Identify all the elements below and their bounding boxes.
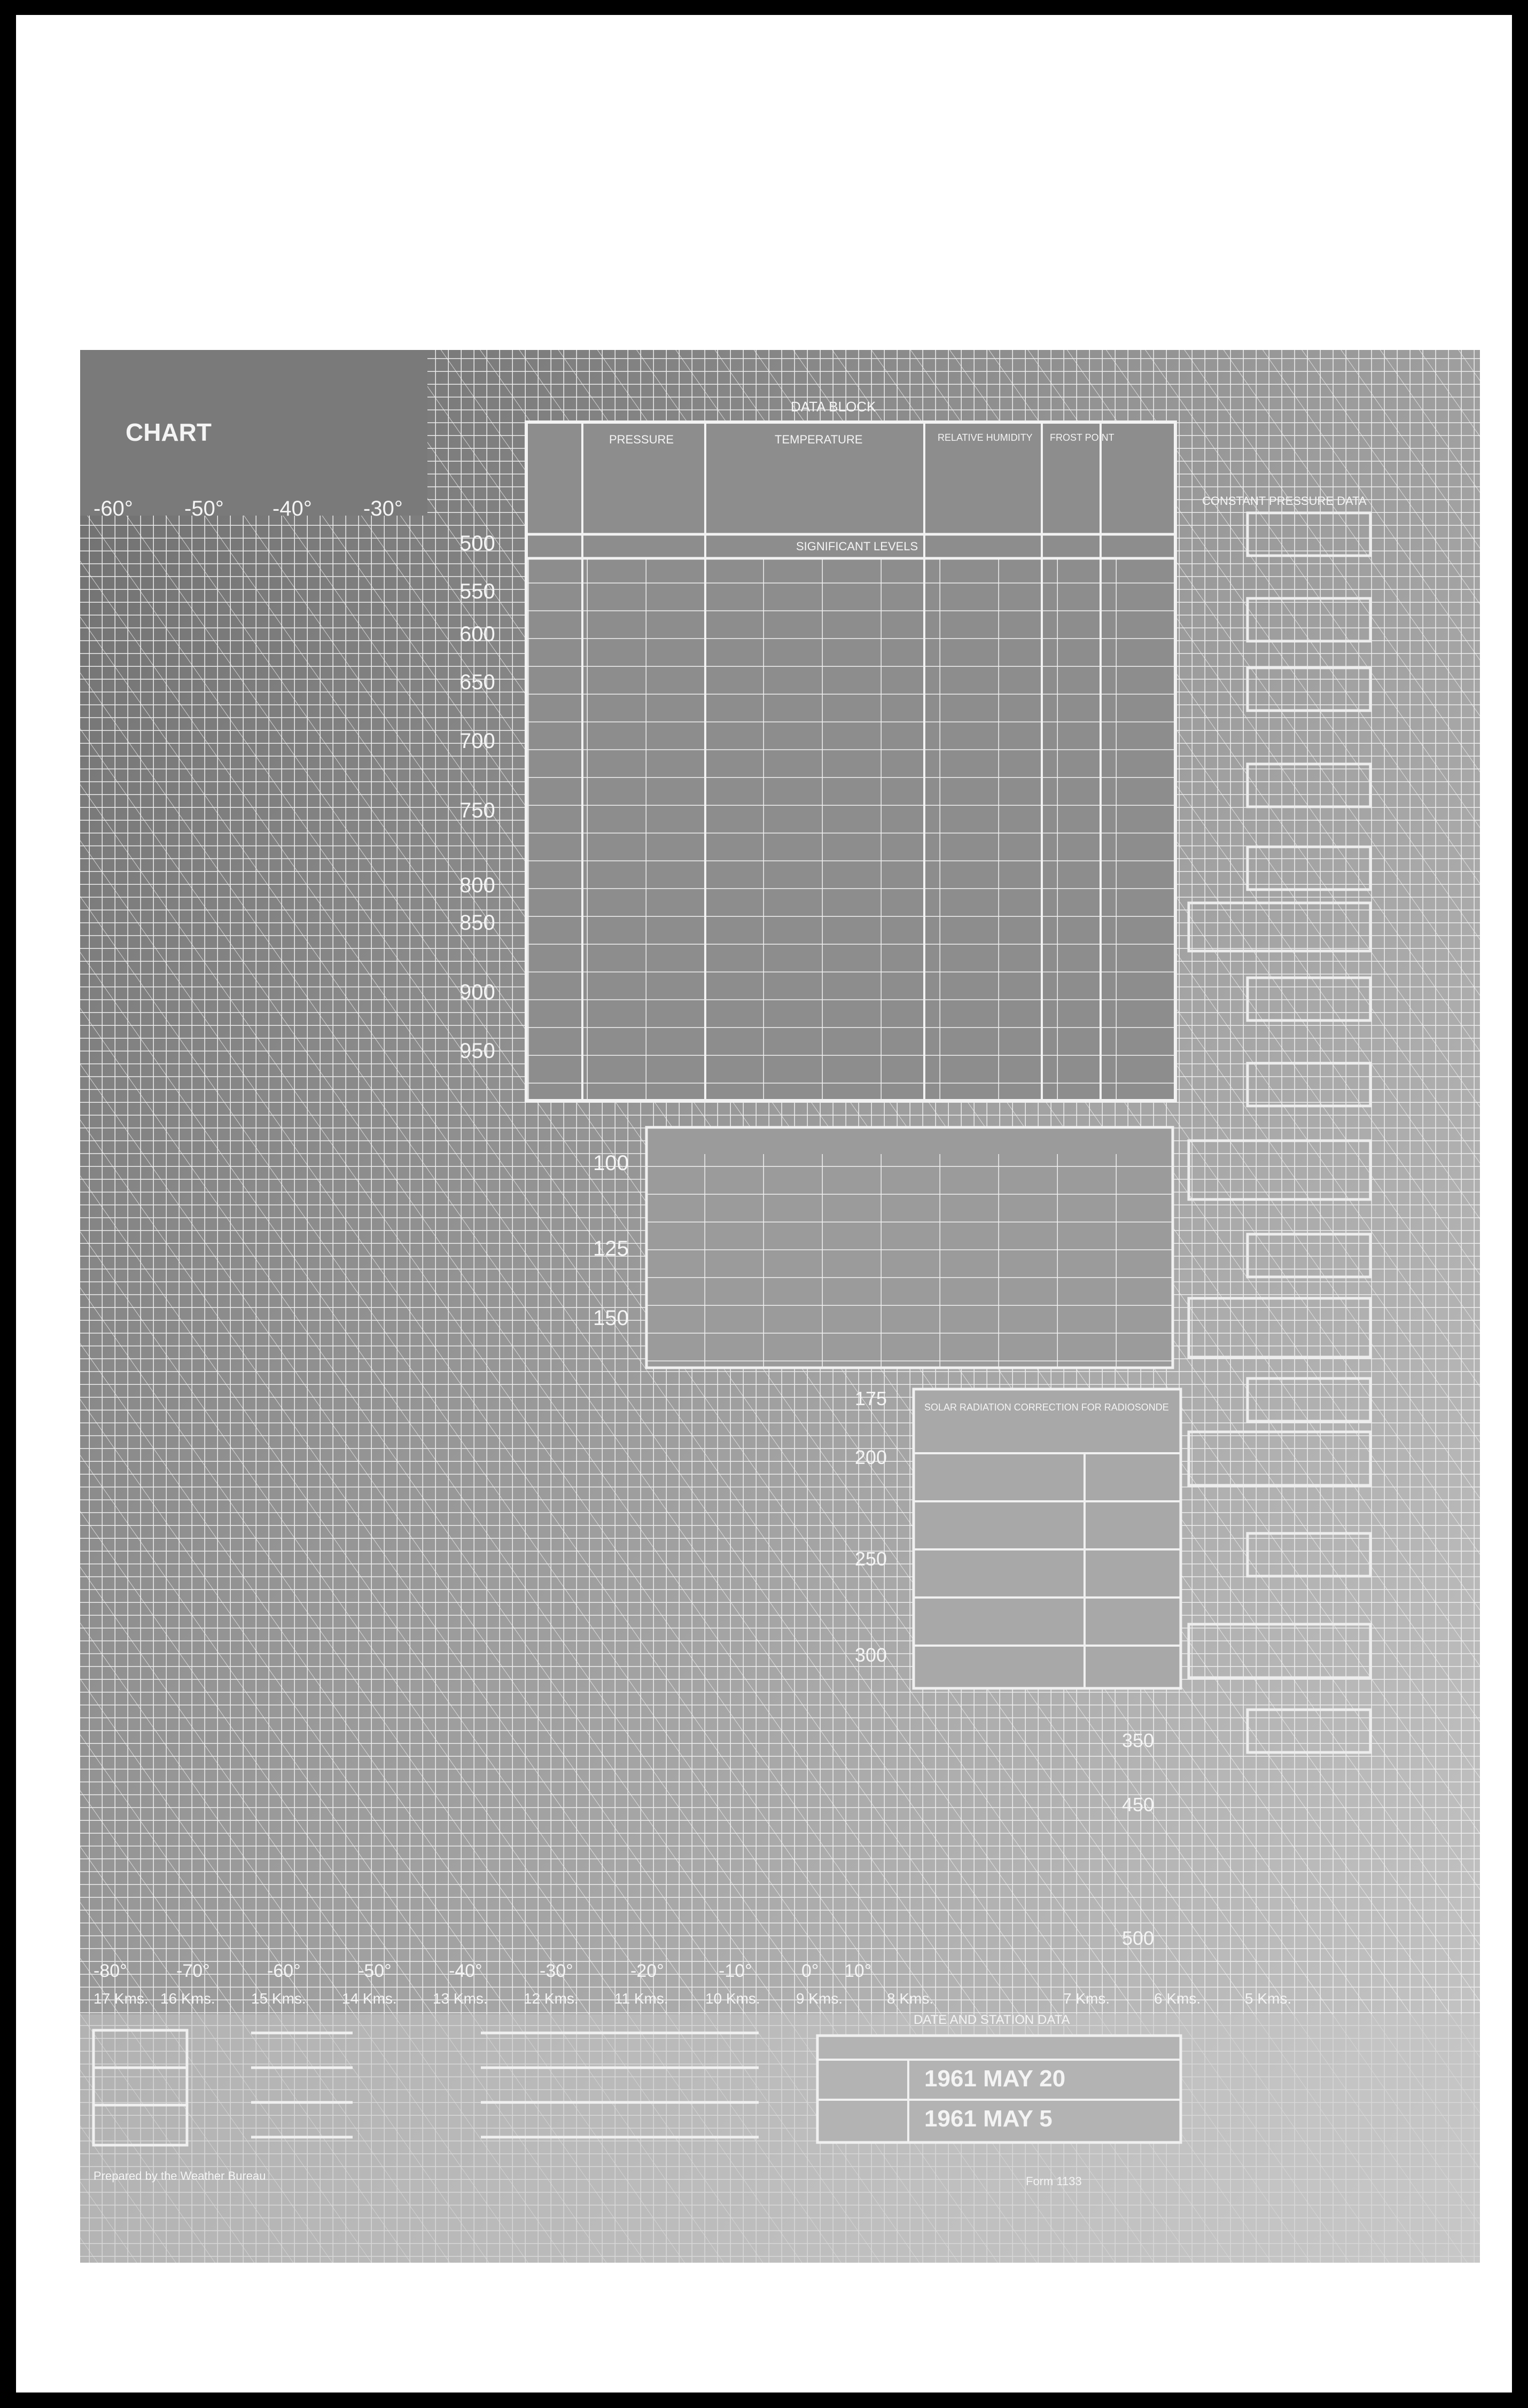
bottom-temp-label: -30° (540, 1961, 573, 1981)
right-white-margin (1480, 15, 1512, 2393)
pressure-label: 900 (459, 980, 495, 1004)
solar-scale-label: 250 (855, 1548, 887, 1570)
constant-pressure-label: CONSTANT PRESSURE DATA (1202, 494, 1367, 508)
temperature-header: TEMPERATURE (775, 433, 863, 446)
right-scale-label: 450 (1122, 1794, 1155, 1815)
pressure-label: 100 (593, 1151, 629, 1175)
footer-right-note: Form 1133 (1026, 2175, 1082, 2188)
bottom-temp-label: -10° (719, 1961, 752, 1981)
altitude-label: 6 Kms. (1154, 1990, 1201, 2007)
top-temp-label: -40° (272, 497, 312, 520)
right-scale-label: 350 (1122, 1729, 1155, 1751)
altitude-label: 9 Kms. (796, 1990, 843, 2007)
pressure-label: 550 (459, 580, 495, 603)
pressure-label: 600 (459, 622, 495, 646)
altitude-label: 13 Kms. (433, 1990, 488, 2007)
pressure-label: 800 (459, 874, 495, 897)
altitude-label: 14 Kms. (342, 1990, 397, 2007)
top-white-margin (16, 15, 1512, 350)
top-temp-label: -50° (184, 497, 224, 520)
pressure-label: 500 (459, 532, 495, 555)
altitude-label: 10 Kms. (705, 1990, 760, 2007)
altitude-label: 8 Kms. (887, 1990, 934, 2007)
frost-point-header: FROST POINT (1050, 432, 1114, 443)
lower-data-table (646, 1127, 1173, 1368)
pressure-label: 750 (459, 799, 495, 822)
solar-scale-label: 200 (855, 1446, 887, 1468)
pressure-label: 125 (593, 1237, 629, 1260)
solar-box-title: SOLAR RADIATION CORRECTION FOR RADIOSONDE (924, 1402, 1169, 1413)
chart-title: CHART (126, 418, 212, 446)
bottom-temp-label: -70° (176, 1961, 210, 1981)
bottom-temp-label: 0° (801, 1961, 819, 1981)
solar-scale-label: 300 (855, 1644, 887, 1666)
pressure-label: 950 (459, 1039, 495, 1063)
humidity-header: RELATIVE HUMIDITY (938, 432, 1033, 443)
pressure-header: PRESSURE (609, 433, 674, 446)
bottom-white-margin (16, 2263, 1512, 2393)
altitude-label: 7 Kms. (1063, 1990, 1110, 2007)
altitude-label: 11 Kms. (614, 1990, 668, 2007)
date-stamp-2: 1961 MAY 5 (924, 2106, 1053, 2132)
bottom-temp-label: -60° (267, 1961, 301, 1981)
bottom-temp-label: 10° (844, 1961, 872, 1981)
bottom-temp-label: -50° (358, 1961, 392, 1981)
altitude-label: 15 Kms. (251, 1990, 306, 2007)
stamp-box-title: DATE AND STATION DATA (914, 2013, 1070, 2027)
pressure-label: 650 (459, 671, 495, 694)
top-temp-label: -60° (93, 497, 133, 520)
pressure-label: 850 (459, 911, 495, 934)
date-stamp-1: 1961 MAY 20 (924, 2066, 1066, 2092)
left-white-margin (16, 350, 80, 2263)
pressure-label: 700 (459, 729, 495, 753)
altitude-label: 16 Kms. (160, 1990, 215, 2007)
top-temp-label: -30° (363, 497, 403, 520)
pressure-label: 150 (593, 1306, 629, 1330)
bottom-temp-label: -40° (449, 1961, 482, 1981)
data-block-title: DATA BLOCK (791, 399, 876, 415)
data-block-rows (526, 558, 1175, 1101)
significant-levels-label: SIGNIFICANT LEVELS (796, 540, 918, 553)
bottom-temp-label: -20° (630, 1961, 664, 1981)
solar-correction-box (914, 1389, 1181, 1688)
footer-left-note: Prepared by the Weather Bureau (93, 2169, 266, 2183)
bottom-temp-label: -80° (93, 1961, 127, 1981)
solar-scale-label: 175 (855, 1388, 887, 1409)
data-block-table (526, 422, 1175, 1101)
altitude-label: 17 Kms. (93, 1990, 149, 2007)
altitude-label: 5 Kms. (1245, 1990, 1292, 2007)
altitude-label: 12 Kms. (524, 1990, 579, 2007)
right-scale-label: 500 (1122, 1927, 1155, 1949)
